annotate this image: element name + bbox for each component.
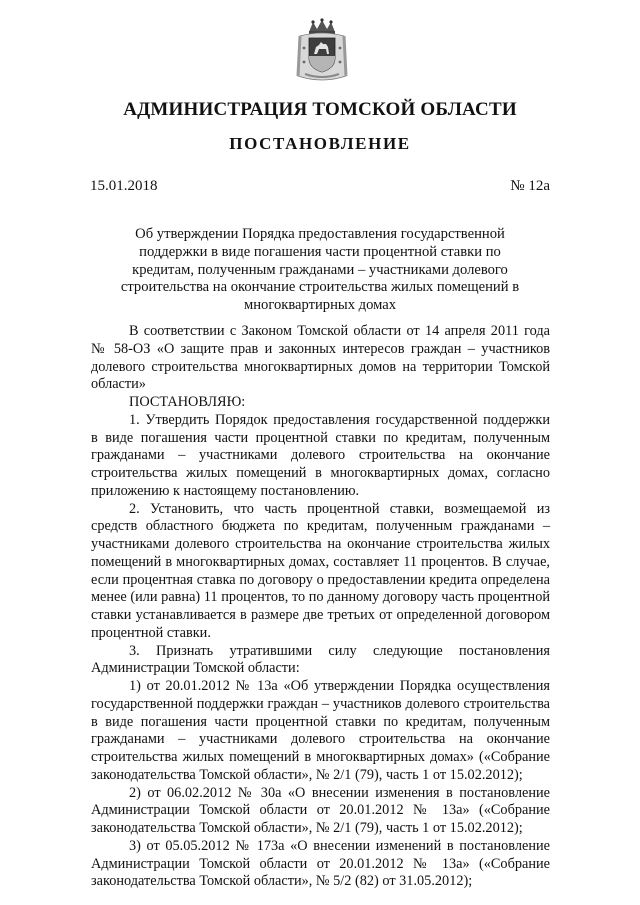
document-date: 15.01.2018	[90, 178, 158, 194]
subparagraph-2: 2) от 06.02.2012 № 30а «О внесении изменения в постановление Администрации Томской области от 20.01.2012 № 13а» («Собрание законодательства Томской области», № 2/1 (79), часть 1 от 15.02.2012);	[91, 784, 550, 836]
coat-of-arms-icon	[295, 18, 349, 84]
document-type: ПОСТАНОВЛЕНИЕ	[229, 134, 411, 153]
subparagraph-1: 1) от 20.01.2012 № 13а «Об утверждении Порядка осуществления государственной поддержки граждан – участников долевого строительства в виде погашения части процентной ставки по кредитам, полученным гражданами – участниками долевого строительства на окончание строительства жилых помещений в многоквартирных домах» («Собрание законодательства Томской области», № 2/1 (79), часть 1 от 15.02.2012);	[91, 678, 550, 783]
subparagraph-3: 3) от 05.05.2012 № 173а «О внесении изменений в постановление Администрации Томской области от 20.01.2012 № 13а» («Собрание законодательства Томской области», № 5/2 (82) от 31.05.2012);	[91, 837, 550, 890]
preamble-paragraph: В соответствии с Законом Томской области от 14 апреля 2011 года № 58-ОЗ «О защите прав и законных интересов граждан – участников долевого строительства многоквартирных домов на территории Томской области»	[91, 323, 550, 393]
resolve-heading: ПОСТАНОВЛЯЮ:	[129, 394, 246, 410]
paragraph-2: 2. Установить, что часть процентной ставки, возмещаемой из средств областного бюджета по кредитам, полученным гражданами – участниками долевого строительства на окончание строительства жилых помещений в многоквартирных домах, составляет 11 процентов. В случае, если процентная ставка по договору о предоставлении кредита определена менее (или равна) 11 процентов, то по данному договору часть процентной ставки устанавливается в размере две третьих от определенной договором процентной ставки.	[91, 500, 550, 641]
paragraph-1: 1. Утвердить Порядок предоставления государственной поддержки в виде погашения части процентной ставки по кредитам, полученным гражданами – участниками долевого строительства на окончание строительства жилых помещений в многоквартирных домах, согласно приложению к настоящему постановлению.	[91, 411, 550, 499]
document-number: № 12а	[510, 178, 550, 194]
paragraph-3: 3. Признать утратившими силу следующие постановления Администрации Томской области:	[91, 642, 550, 677]
organization-title: АДМИНИСТРАЦИЯ ТОМСКОЙ ОБЛАСТИ	[123, 99, 517, 120]
document-body	[91, 323, 550, 891]
document-subject: Об утверждении Порядка предоставления государственной поддержки в виде погашения части процентной ставки по кредитам, полученным гражданами – участниками долевого строительства на окончание строительства жилых помещений в многоквартирных домах	[120, 226, 520, 314]
